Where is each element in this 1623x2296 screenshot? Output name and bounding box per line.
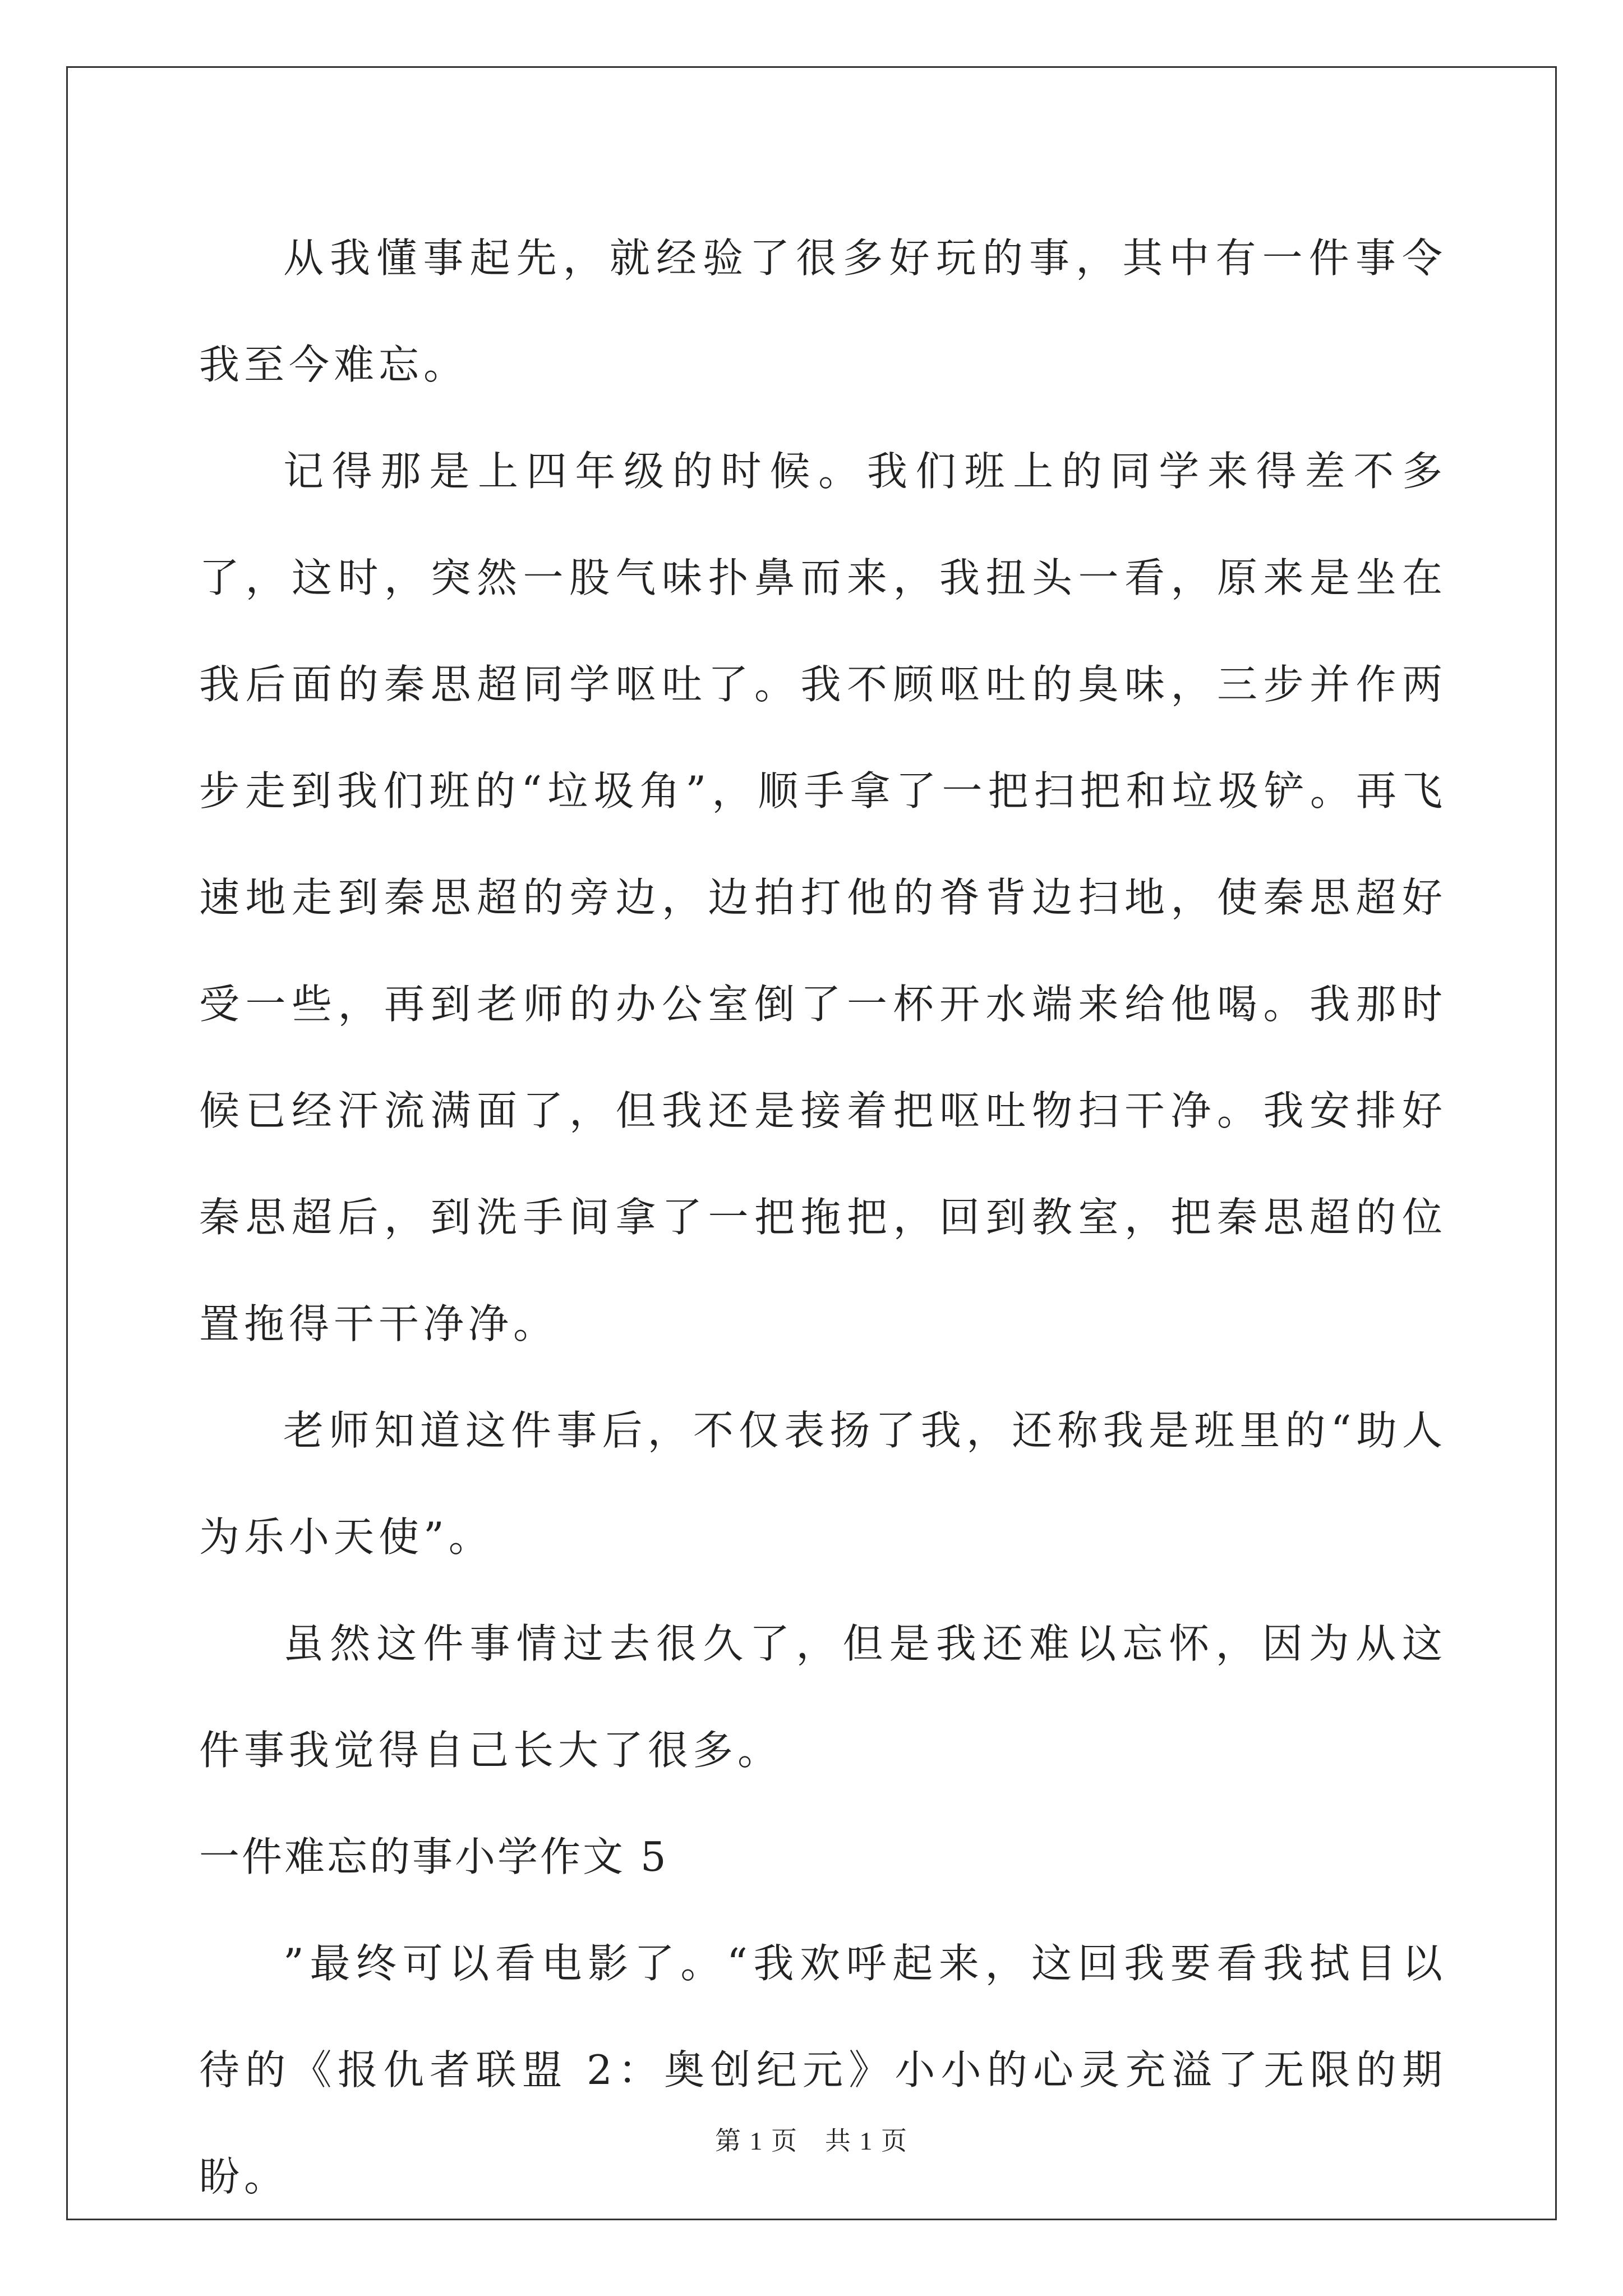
document-body — [199, 205, 1447, 2230]
paragraph-3: 老师知道这件事后，不仅表扬了我，还称我是班里的“助人为乐小天使”。 — [199, 1407, 1447, 1561]
paragraph-2: 记得那是上四年级的时候。我们班上的同学来得差不多了，这时，突然一股气味扑鼻而来，我扭头一看，原来是坐在我后面的秦思超同学呕吐了。我不顾呕吐的臭味，三步并作两步走到我们班的“垃圾角”，顺手拿了一把扫把和垃圾铲。再飞速地走到秦思超的旁边，边拍打他的脊背边扫地，使秦思超好受一些，再到老师的办公室倒了一杯开水端来给他喝。我那时候已经汗流满面了，但我还是接着把呕吐物扫干净。我安排好秦思超后，到洗手间拿了一把拖把，回到教室，把秦思超的位置拖得干干净净。 — [199, 448, 1447, 1347]
section-heading: 一件难忘的事小学作文 5 — [199, 1833, 668, 1880]
page-footer: 第 1 页 共 1 页 — [715, 2127, 908, 2155]
paragraph-5: ”最终可以看电影了。“我欢呼起来，这回我要看我拭目以待的《报仇者联盟 2：奥创纪元》小小的心灵充溢了无限的期盼。 — [199, 1940, 1447, 2200]
paragraph-1: 从我懂事起先，就经验了很多好玩的事，其中有一件事令我至今难忘。 — [199, 234, 1447, 388]
paragraph-4: 虽然这件事情过去很久了，但是我还难以忘怀，因为从这件事我觉得自己长大了很多。 — [199, 1620, 1447, 1774]
